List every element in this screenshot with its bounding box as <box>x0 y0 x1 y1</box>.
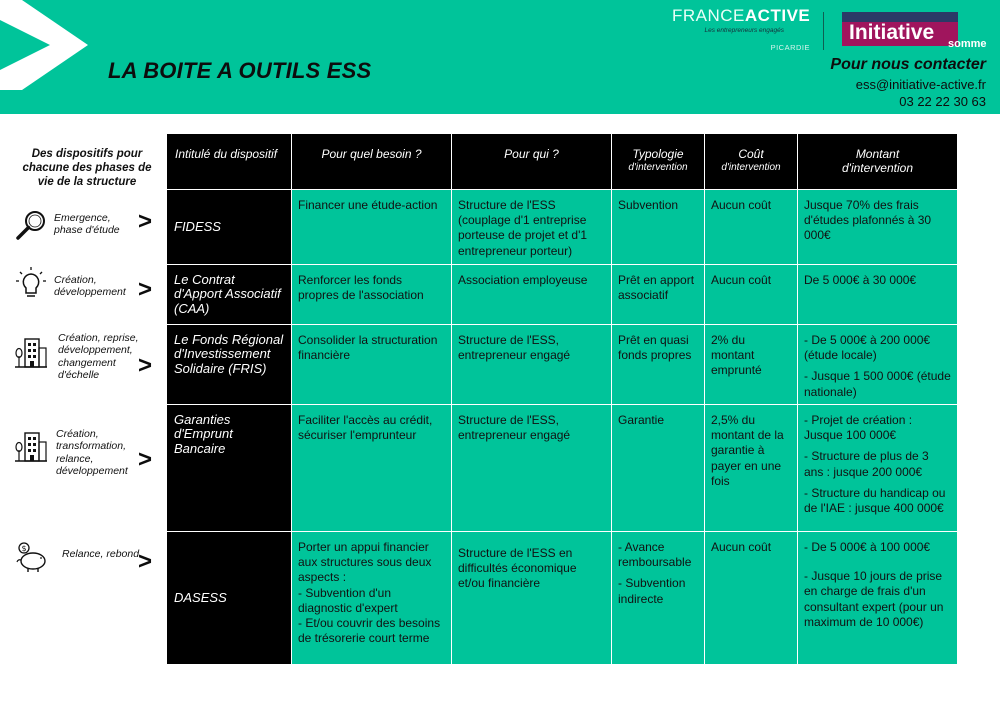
cell-text: - Avance remboursable <box>618 539 692 570</box>
besoin-cell <box>292 190 452 265</box>
france-active-region: PICARDIE <box>770 43 810 52</box>
qui-cell <box>452 404 612 531</box>
typologie-cell <box>612 190 705 265</box>
cout-cell <box>705 531 798 664</box>
dispositif-name: Le Fonds Régional d'Investissement Solidaire (FRIS) <box>167 325 292 405</box>
phase-arrow: > <box>138 446 153 473</box>
table-row <box>167 325 958 405</box>
phase-arrow: > <box>138 352 153 379</box>
montant-cell <box>798 265 958 325</box>
besoin-cell <box>292 531 452 664</box>
typologie-cell <box>612 325 705 405</box>
table-header-row <box>167 134 958 190</box>
header-cout <box>705 134 798 190</box>
cell-text: Structure de l'ESS, entrepreneur engagé <box>458 412 571 443</box>
cell-text: Subvention <box>618 198 679 212</box>
page-title: LA BOITE A OUTILS ESS <box>108 58 372 83</box>
header-cout-label: Coût <box>738 147 764 161</box>
cout-cell <box>705 325 798 405</box>
montant-cell <box>798 404 958 531</box>
besoin-cell <box>292 325 452 405</box>
header-typologie <box>612 134 705 190</box>
phase-arrow: > <box>138 548 153 575</box>
qui-cell <box>452 531 612 664</box>
france-active-name-light: FRANCE <box>672 6 745 25</box>
header-band <box>0 0 1000 114</box>
cell-text: - Et/ou couvrir des besoins de trésorerie court terme <box>298 616 441 646</box>
dispositif-name: Garanties d'Emprunt Bancaire <box>167 404 292 531</box>
phase-label: Création, transformation, relance, développement <box>56 428 128 478</box>
table-row <box>167 404 958 531</box>
cell-text: Prêt en quasi fonds propres <box>618 333 692 363</box>
header-intitule: Intitulé du dispositif <box>167 134 292 190</box>
table-row <box>167 190 958 265</box>
initiative-logo-region: somme <box>948 38 987 50</box>
phases-heading: Des dispositifs pour chacune des phases de vie de la structure <box>22 148 152 188</box>
typologie-cell <box>612 404 705 531</box>
typologie-cell <box>612 265 705 325</box>
typologie-cell <box>612 531 705 664</box>
cell-text: Financer une étude-action <box>298 198 438 212</box>
phase-label: Création, reprise, développement, changement d'échelle <box>58 332 139 382</box>
svg-text:$: $ <box>21 544 27 553</box>
header-besoin: Pour quel besoin ? <box>292 134 452 190</box>
buildings-icon <box>14 430 48 464</box>
cell-text: Jusque 70% des frais d'études plafonnés à 30 000€ <box>804 198 932 243</box>
cell-text: Garantie <box>618 412 665 427</box>
header-montant <box>798 134 958 190</box>
header-montant-sub: d'intervention <box>841 160 913 175</box>
initiative-logo-name: Initiative <box>849 21 935 44</box>
cell-text: Structure de l'ESS en difficultés économique et/ou financière <box>458 545 577 591</box>
magnifier-icon <box>14 208 48 242</box>
contact-phone[interactable]: 03 22 22 30 63 <box>899 94 986 109</box>
phase-arrow: > <box>138 208 153 235</box>
cell-text: Association employeuse <box>458 273 588 287</box>
cout-cell <box>705 404 798 531</box>
cell-text: Aucun coût <box>711 539 772 554</box>
phase-label: Création, développement <box>54 274 126 299</box>
cout-cell <box>705 265 798 325</box>
cell-text: 2,5% du montant de la garantie à payer en une fois <box>711 412 784 488</box>
buildings-icon <box>14 336 48 370</box>
besoin-cell <box>292 265 452 325</box>
table-row <box>167 531 958 664</box>
cell-text: 2% du montant emprunté <box>711 333 762 378</box>
tools-table <box>166 133 958 665</box>
contact-email[interactable]: ess@initiative-active.fr <box>855 77 986 92</box>
cell-text: Renforcer les fonds propres de l'association <box>298 273 424 303</box>
france-active-name-bold: ACTIVE <box>744 6 811 25</box>
header-typologie-label: Typologie <box>632 147 684 161</box>
cout-cell <box>705 190 798 265</box>
qui-cell <box>452 325 612 405</box>
france-active-tagline: Les entrepreneurs engagés <box>704 27 784 34</box>
piggy-bank-icon <box>14 540 48 574</box>
montant-cell <box>798 531 958 664</box>
lightbulb-icon <box>14 266 48 300</box>
cell-text: - Subvention indirecte <box>618 576 686 606</box>
chevron-arrow-icon <box>0 0 95 90</box>
header-typologie-sub: d'intervention <box>628 161 688 173</box>
cell-text: Aucun coût <box>711 198 772 212</box>
phase-arrow: > <box>138 276 153 303</box>
besoin-cell <box>292 404 452 531</box>
phase-label: Emergence, phase d'étude <box>54 212 120 237</box>
qui-cell <box>452 190 612 265</box>
montant-cell <box>798 190 958 265</box>
cell-text: - Subvention d'un diagnostic d'expert <box>298 585 398 615</box>
cell-text: Prêt en apport associatif <box>618 273 695 303</box>
qui-cell <box>452 265 612 325</box>
cell-text: Faciliter l'accès au crédit, sécuriser l'emprunteur <box>298 412 433 443</box>
cell-text: - Jusque 1 500 000€ (étude nationale) <box>804 369 951 399</box>
dispositif-name: Le Contrat d'Apport Associatif (CAA) <box>167 265 292 325</box>
cell-text: - Structure de plus de 3 ans : jusque 200 000€ <box>804 449 929 479</box>
cell-text: - Jusque 10 jours de prise en charge de frais d'un consultant expert (pour un maximum de 10 000€) <box>804 569 944 629</box>
cell-text: - De 5 000€ à 100 000€ <box>804 539 931 554</box>
france-active-logo <box>672 6 822 52</box>
table-row <box>167 265 958 325</box>
header-montant-label: Montant <box>855 147 900 161</box>
dispositif-name: DASESS <box>167 531 292 664</box>
cell-text: Structure de l'ESS, entrepreneur engagé <box>458 333 571 363</box>
cell-text: - Structure du handicap ou de l'IAE : jusque 400 000€ <box>804 485 946 516</box>
contact-title: Pour nous contacter <box>830 56 986 73</box>
header-cout-sub: d'intervention <box>721 161 781 173</box>
montant-cell <box>798 325 958 405</box>
dispositif-name: FIDESS <box>167 190 292 265</box>
cell-text: - Projet de création : Jusque 100 000€ <box>804 412 913 443</box>
header-qui: Pour qui ? <box>452 134 612 190</box>
cell-text: Structure de l'ESS (couplage d'1 entreprise porteuse de projet et d'1 entrepreneur porteur) <box>458 198 588 258</box>
phase-label: Relance, rebond <box>62 548 140 560</box>
cell-text: - De 5 000€ à 200 000€ (étude locale) <box>804 333 931 363</box>
logo-divider <box>823 12 824 50</box>
cell-text: De 5 000€ à 30 000€ <box>804 273 917 287</box>
cell-text: Consolider la structuration financière <box>298 333 438 363</box>
cell-text: Porter un appui financier aux structures sous deux aspects : <box>298 539 432 585</box>
cell-text: Aucun coût <box>711 273 772 287</box>
